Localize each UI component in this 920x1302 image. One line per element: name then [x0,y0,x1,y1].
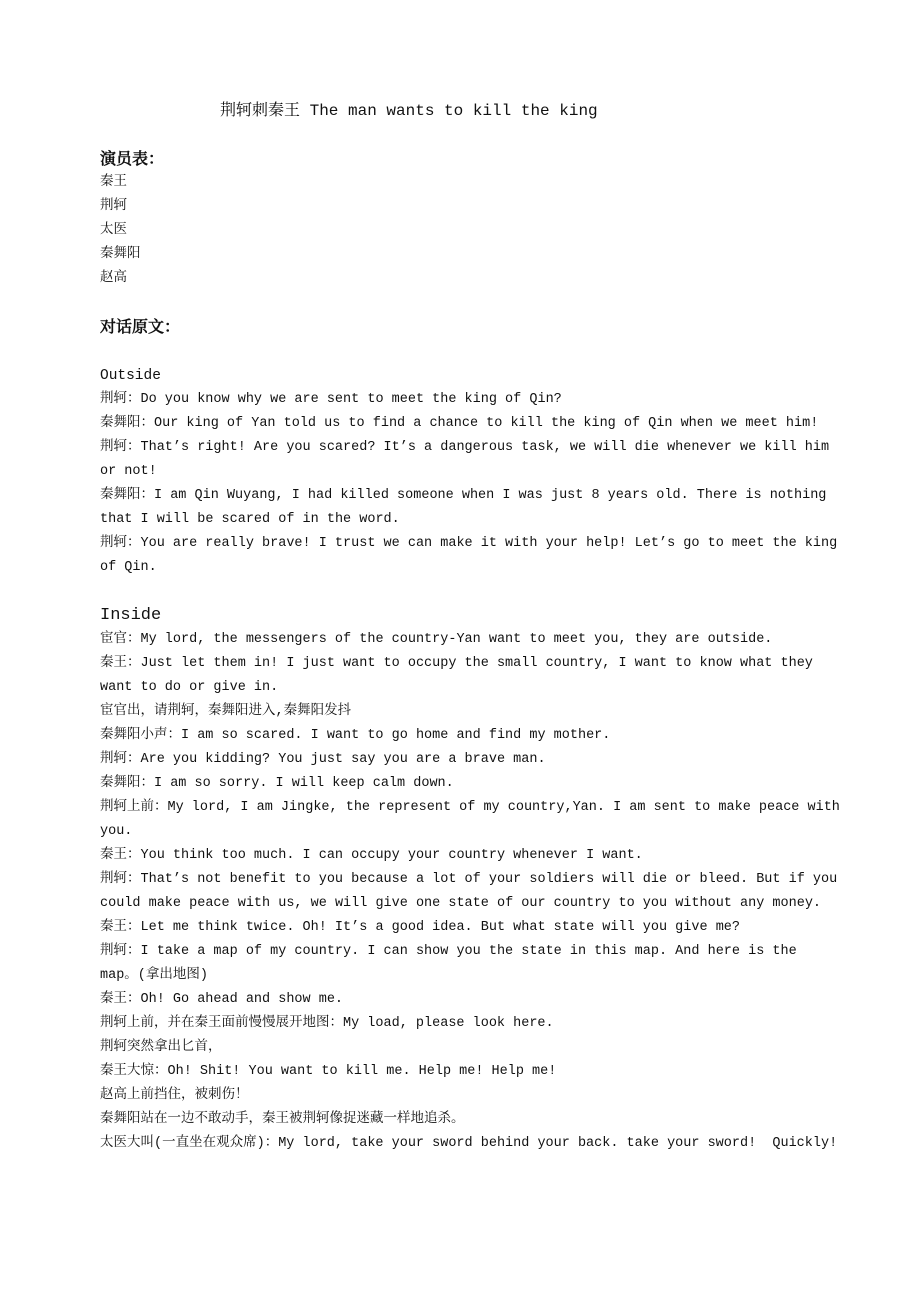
dialogue-line: 太医大叫(一直坐在观众席)：My lord, take your sword behind your back. take your sword! Quickly! [100,1136,838,1151]
outside-dialogue [100,388,870,580]
dialogue-line: 秦王：Just let them in! I just want to occupy the small country, I want to know what they [100,656,813,671]
dialogue-line: 秦舞阳：I am Qin Wuyang, I had killed someone when I was just 8 years old. There is nothing [100,488,827,503]
dialogue-line: 荆轲上前：My lord, I am Jingke, the represent of my country,Yan. I am sent to make peace with [100,800,840,815]
inside-heading: Inside [100,606,162,625]
dialogue-line: could make peace with us, we will give one state of our country to you without any money. [100,896,822,911]
dialogue-line: 荆轲：You are really brave! I trust we can make it with your help! Let’s go to meet the king [100,536,838,551]
dialogue-line: you. [100,824,133,839]
cast-heading: 演员表： [100,149,165,168]
dialogue-line: that I will be scared of in the word. [100,512,400,527]
cast-item: 太医 [100,223,127,238]
dialogue-line: 秦舞阳站在一边不敢动手，秦王被荆轲像捉迷藏一样地追杀。 [100,1112,465,1127]
dialogue-line: 秦王：You think too much. I can occupy your country whenever I want. [100,848,643,863]
dialogue-line: 荆轲：That’s right! Are you scared? It’s a dangerous task, we will die whenever we kill him [100,440,830,455]
cast-item: 荆轲 [100,199,127,214]
cast-item: 秦舞阳 [100,247,141,262]
dialogue-line: 秦舞阳：I am so sorry. I will keep calm down. [100,776,454,791]
cast-item: 赵高 [100,271,127,286]
inside-dialogue [100,628,870,1156]
dialogue-line: 宦官出，请荆轲，秦舞阳进入,秦舞阳发抖 [100,704,352,719]
dialogue-line: 荆轲：That’s not benefit to you because a lot of your soldiers will die or bleed. But if you [100,872,838,887]
dialogue-line: want to do or give in. [100,680,279,695]
dialogue-line: map。(拿出地图) [100,968,209,983]
dialogue-line: 宦官：My lord, the messengers of the country-Yan want to meet you, they are outside. [100,632,773,647]
dialogue-line: 荆轲：I take a map of my country. I can show you the state in this map. And here is the [100,944,797,959]
dialogue-line: 荆轲突然拿出匕首， [100,1040,222,1055]
dialogue-line: 秦王大惊：Oh! Shit! You want to kill me. Help me! Help me! [100,1064,557,1079]
outside-heading: Outside [100,368,161,384]
cast-list [100,171,870,291]
dialogue-line: 荆轲：Do you know why we are sent to meet the king of Qin? [100,392,562,407]
dialogue-line: 荆轲：Are you kidding? You just say you are a brave man. [100,752,546,767]
dialogue-line: 秦王：Let me think twice. Oh! It’s a good idea. But what state will you give me? [100,920,740,935]
dialogue-line: or not! [100,464,157,479]
dialogue-line: 赵高上前挡住，被刺伤！ [100,1088,249,1103]
dialogue-line: 秦舞阳：Our king of Yan told us to find a chance to kill the king of Qin when we meet him! [100,416,819,431]
dialogue-heading: 对话原文： [100,317,181,336]
document-title: 荆轲刺秦王 The man wants to kill the king [220,102,598,120]
dialogue-line: 秦王：Oh! Go ahead and show me. [100,992,344,1007]
cast-item: 秦王 [100,175,127,190]
dialogue-line: 秦舞阳小声：I am so scared. I want to go home and find my mother. [100,728,611,743]
dialogue-line: of Qin. [100,560,157,575]
dialogue-line: 荆轲上前，并在秦王面前慢慢展开地图：My load, please look here. [100,1016,554,1031]
